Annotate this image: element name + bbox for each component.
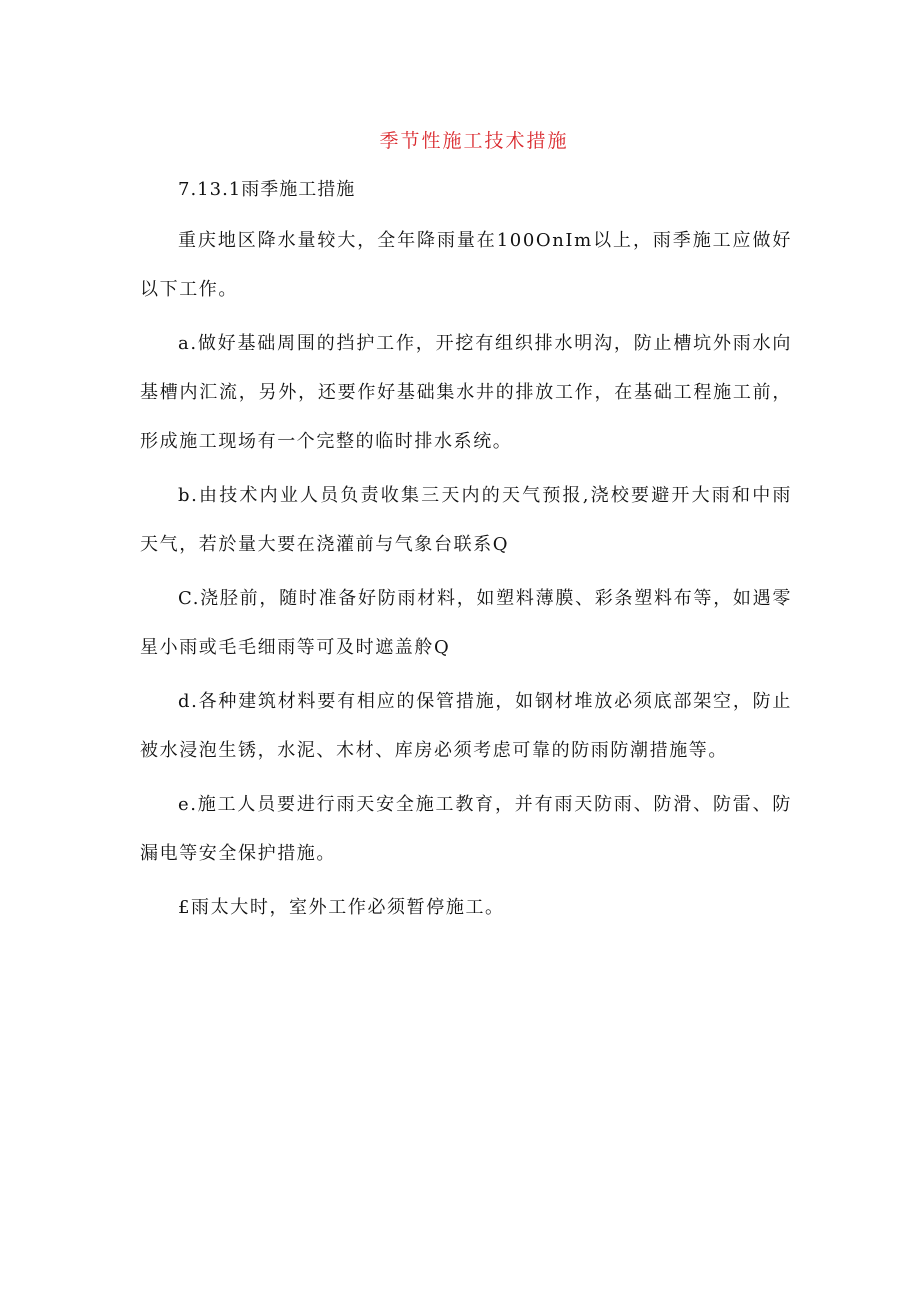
paragraph-d: d.各种建筑材料要有相应的保管措施，如钢材堆放必须底部架空，防止被水浸泡生锈，水泥、木材、库房必须考虑可靠的防雨防潮措施等。 <box>140 691 792 761</box>
paragraph-intro: 重庆地区降水量较大，全年降雨量在100OnIm以上，雨季施工应做好以下工作。 <box>140 230 792 300</box>
paragraph-b: b.由技术内业人员负责收集三天内的天气预报,浇校要避开大雨和中雨天气，若於量大要在浇灌前与气象台联系Q <box>140 485 792 555</box>
paragraph-e: e.施工人员要进行雨天安全施工教育，并有雨天防雨、防滑、防雷、防漏电等安全保护措施。 <box>140 794 792 864</box>
document-page <box>140 118 792 937</box>
paragraph-a: a.做好基础周围的挡护工作，开挖有组织排水明沟，防止槽坑外雨水向基槽内汇流，另外，还要作好基础集水井的排放工作，在基础工程施工前，形成施工现场有一个完整的临时排水系统。 <box>140 333 792 452</box>
document-title: 季节性施工技术措施 <box>379 130 569 152</box>
section-heading: 7.13.1雨季施工措施 <box>178 179 356 200</box>
paragraph-c: C.浇胫前，随时准备好防雨材料，如塑料薄膜、彩条塑料布等，如遇零星小雨或毛毛细雨等可及时遮盖舲Q <box>140 588 792 658</box>
paragraph-f: £雨太大时，室外工作必须暂停施工。 <box>178 897 505 918</box>
